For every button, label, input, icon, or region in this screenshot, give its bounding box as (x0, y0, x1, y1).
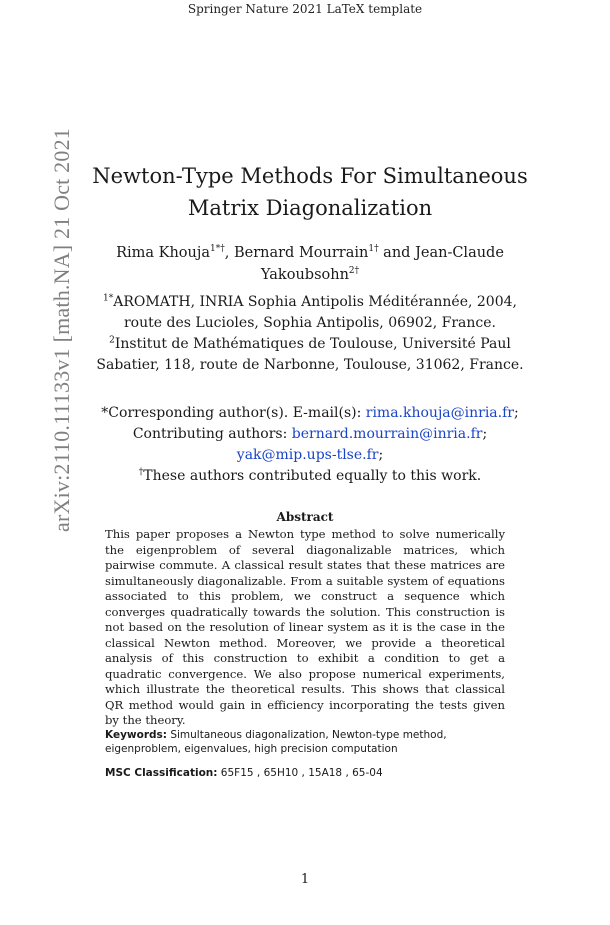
msc-text: 65F15 , 65H10 , 15A18 , 65-04 (217, 767, 383, 779)
author-name: Jean-Claude Yakoubsohn (260, 245, 504, 283)
latex-logo: LaTeX (326, 2, 365, 16)
correspondence-block (70, 403, 550, 487)
header-text-pre: Springer Nature 2021 (187, 2, 327, 16)
title-line-1: Newton-Type Methods For Simultaneous (92, 164, 528, 188)
affiliation-text: AROMATH, INRIA Sophia Antipolis Méditérannée, 2004, route des Lucioles, Sophia Antipolis, 06902, France. (113, 294, 517, 331)
affiliation-text: Institut de Mathématiques de Toulouse, Université Paul Sabatier, 118, route de Narbonne, Toulouse, 31062, France. (96, 336, 524, 373)
keywords (105, 728, 505, 756)
author-separator: and (378, 245, 416, 261)
corresponding-email-link[interactable]: rima.khouja@inria.fr (365, 405, 514, 421)
contributing-authors-line-2 (70, 445, 550, 466)
equal-contribution-text: These authors contributed equally to this work. (143, 468, 482, 484)
affiliation-2 (88, 334, 532, 376)
author-marker: 2† (348, 266, 360, 277)
punctuation: ; (513, 405, 519, 421)
page-number: 1 (300, 872, 310, 887)
corresponding-author-line (70, 403, 550, 424)
author-marker: 1† (368, 244, 379, 255)
author-separator: , (224, 245, 234, 261)
affiliation-marker: 2 (109, 335, 115, 346)
punctuation: ; (378, 447, 384, 463)
corresponding-label: *Corresponding author(s). E-mail(s): (101, 405, 366, 421)
msc-classification (105, 766, 505, 780)
author-list (80, 242, 540, 286)
equal-contribution-note (70, 466, 550, 487)
title-line-2: Matrix Diagonalization (187, 196, 433, 220)
author-name: Bernard Mourrain (233, 245, 369, 261)
paper-title (70, 160, 550, 224)
abstract-heading: Abstract (276, 510, 334, 524)
equal-contribution-marker: † (138, 467, 144, 478)
affiliation-1 (88, 292, 532, 334)
affiliations (88, 292, 532, 376)
author-name: Rima Khouja (116, 245, 211, 261)
keywords-text: Simultaneous diagonalization, Newton-type method, eigenproblem, eigenvalues, high precision computation (105, 729, 447, 755)
contributing-email-link[interactable]: bernard.mourrain@inria.fr (291, 426, 483, 442)
keywords-label: Keywords: (105, 729, 167, 741)
arxiv-identifier-stamp: arXiv:2110.11133v1 [math.NA] 21 Oct 2021 (49, 128, 74, 532)
running-header (0, 2, 610, 16)
msc-label: MSC Classification: (105, 767, 218, 779)
abstract-text: This paper proposes a Newton type method to solve numerically the eigenproblem of several diagonalizable matrices, which pairwise commute. A classical result states that these matrices are simultaneously diagonalizable. From a suitable system of equations associated to this problem, we construct a sequence which converges quadratically towards the solution. This construction is not based on the resolution of linear system as it is the case in the classical Newton method. Moreover, we provide a theoretical analysis of this construction to exhibit a condition to get a quadratic convergence. We also propose numerical experiments, which illustrate the theoretical results. This shows that classical QR method would gain in efficiency incorporating the tests given by the theory. (105, 527, 505, 727)
contributing-email-link[interactable]: yak@mip.ups-tlse.fr (236, 447, 379, 463)
author-marker: 1*† (210, 244, 225, 255)
header-text-post: template (364, 2, 423, 16)
punctuation: ; (482, 426, 488, 442)
contributing-authors-line (70, 424, 550, 445)
affiliation-marker: 1* (103, 293, 114, 304)
contributing-label: Contributing authors: (132, 426, 292, 442)
